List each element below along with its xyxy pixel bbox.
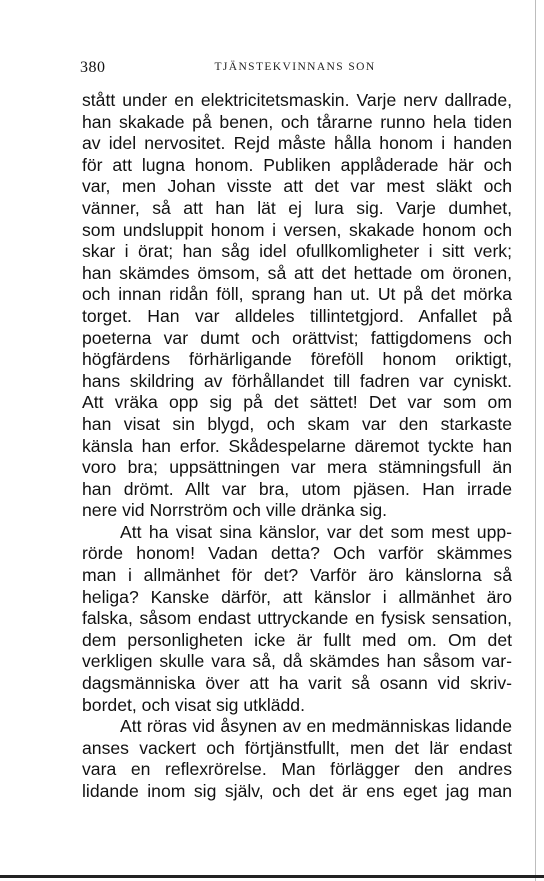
page-number: 380 [80,59,106,76]
text-line: och innan ridån föll, sprang han ut. Ut på det mörka [82,284,512,305]
text-line: torget. Han var alldeles tillintetgjord. Anfallet på [82,305,512,326]
text-line: falska, såsom endast uttryckande en fysisk sensation, [82,608,512,629]
text-line: dagsmänniska över att ha varit så osann vid skriv- [82,673,512,694]
paragraph-start-line: Att ha visat sina känslor, var det som mest upp- [120,521,512,542]
text-line: han visat sin blygd, och skam var den starkaste [82,413,512,434]
page-bottom-rule [0,875,544,878]
text-line: han drömt. Allt var bra, utom pjäsen. Han irrade [82,478,512,499]
text-line: var, men Johan visste att det var mest släkt och [82,176,512,197]
text-line: poeterna var dumt och orättvist; fattigdomens och [82,327,512,348]
page-edge-rule [535,0,536,881]
running-title: TJÄNSTEKVINNANS SON [214,61,376,73]
text-line: rörde honom! Vadan detta? Och varför skämmes [82,543,512,564]
text-line: lidande inom sig själv, och det är ens eget jag man [82,781,512,801]
text-line: dem personligheten icke är fullt med om. Om det [82,629,512,650]
text-line: voro bra; uppsättningen var mera stämningsfull än [82,457,512,478]
body-text [82,90,512,803]
text-line: Att vräka opp sig på det sättet! Det var som om [82,392,512,413]
text-line: stått under en elektricitetsmaskin. Varje nerv dallrade, [82,90,512,110]
text-line: av idel nervositet. Rejd måste hålla honom i handen [82,133,512,154]
text-line: man i allmänhet för det? Varför äro känslorna så [82,565,512,586]
text-line: som undsluppit honom i versen, skakade honom och [82,219,512,240]
page-header [80,59,510,79]
text-line: nere vid Norrström och ville dränka sig. [82,500,388,521]
text-line: han skakade på benen, och tårarne runno hela tiden [82,111,512,132]
paragraph-start-line: Att röras vid åsynen av en medmänniskas lidande [120,716,512,737]
text-line: han skämdes ömsom, så att det hettade om öronen, [82,262,512,283]
text-line: hans skildring av förhållandet till fadren var cyniskt. [82,370,512,391]
text-line: för att lugna honom. Publiken applåderade här och [82,154,512,175]
text-line: högfärdens förhärligande föreföll honom oriktigt, [82,349,512,370]
text-line: heliga? Kanske därför, att känslor i allmänhet äro [82,586,512,607]
text-line: anses vackert och förtjänstfullt, men det lär endast [82,737,512,758]
text-line: skar i örat; han såg idel ofullkomligheter i sitt verk; [82,241,512,262]
text-line: bordet, och visat sig utklädd. [82,694,305,715]
text-line: vänner, så att han lät ej lura sig. Varje dumhet, [82,197,512,218]
text-line: verkligen skulle vara så, då skämdes han såsom var- [82,651,512,672]
text-line: vara en reflexrörelse. Man förlägger den andres [82,759,512,780]
text-line: känsla han erfor. Skådespelarne däremot tyckte han [82,435,512,456]
